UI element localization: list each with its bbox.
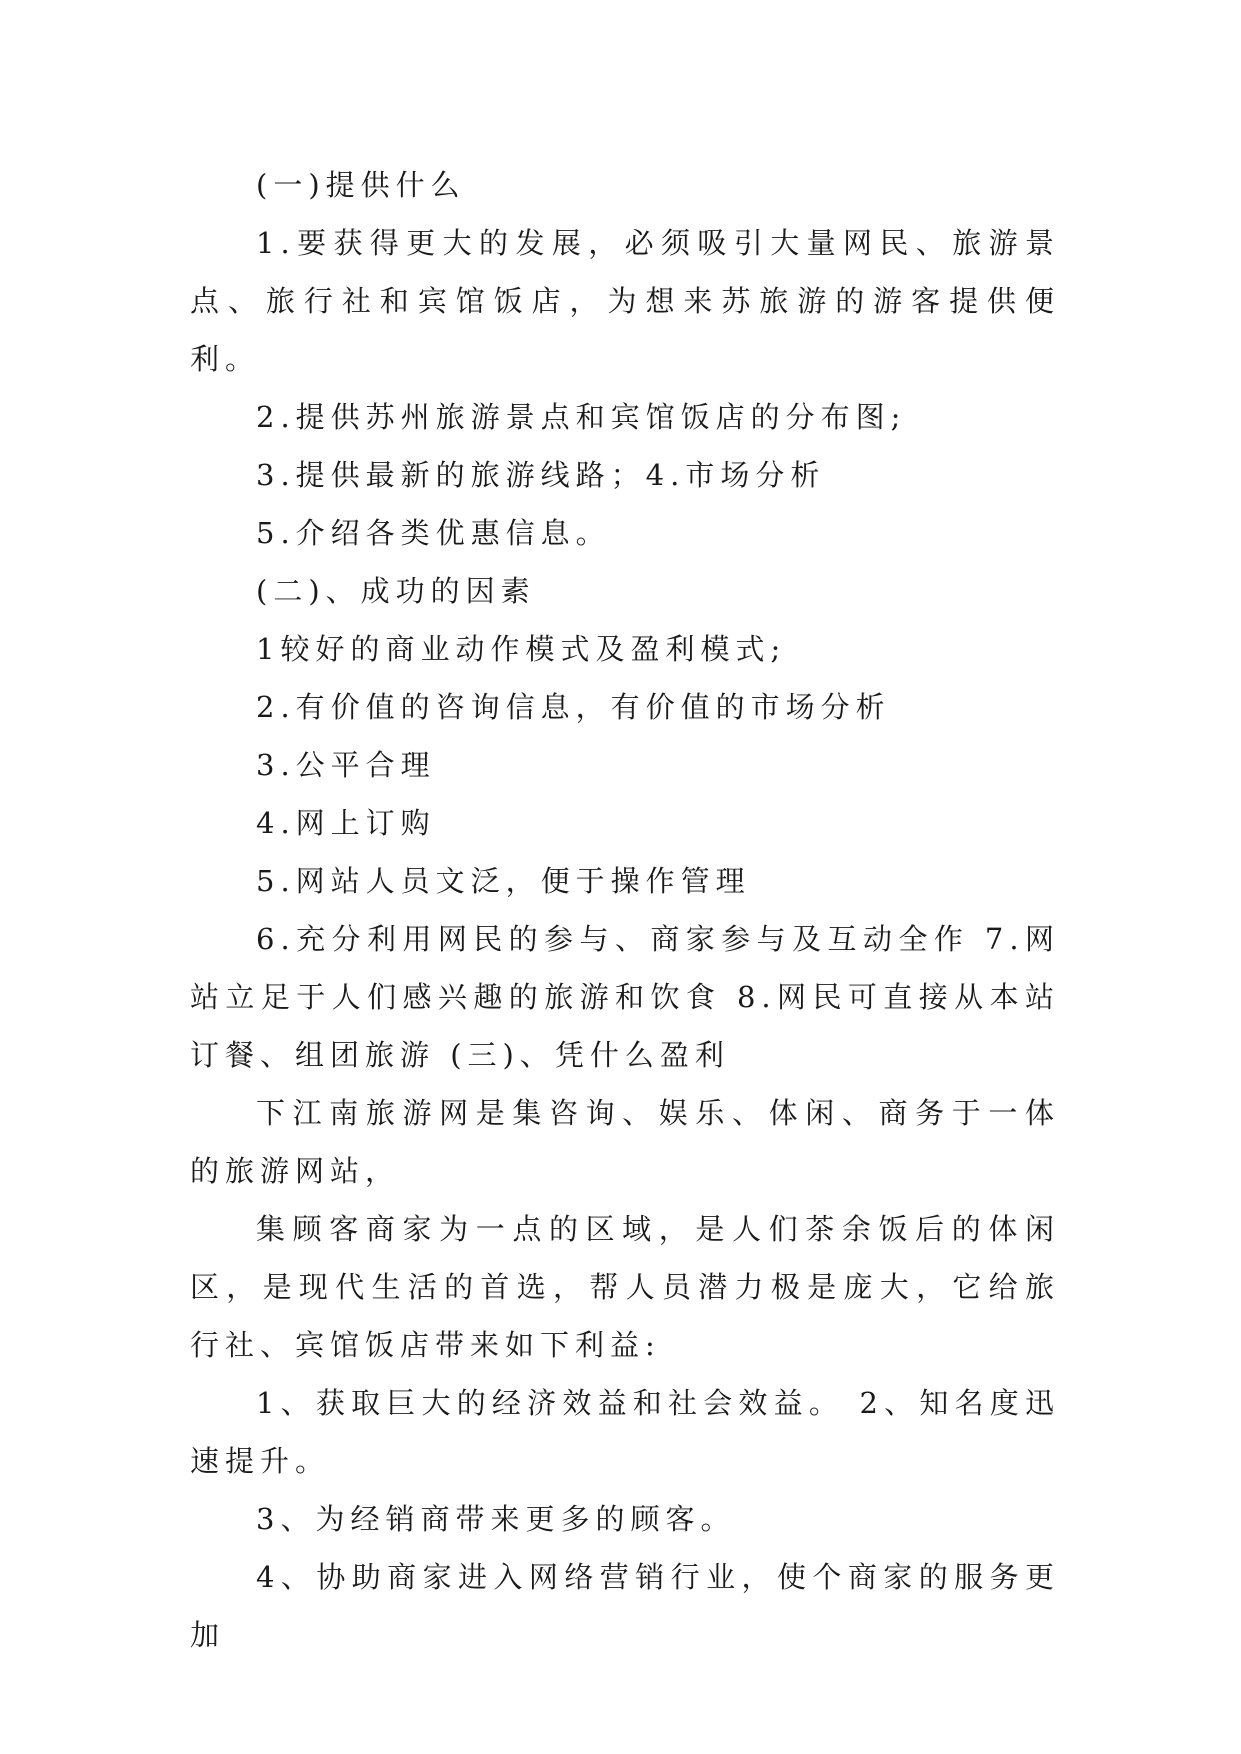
paragraph: 3.公平合理 bbox=[256, 748, 436, 782]
paragraph: 3、为经销商带来更多的顾客。 bbox=[256, 1502, 736, 1536]
paragraph: 3.提供最新的旅游线路；4.市场分析 bbox=[256, 458, 826, 492]
paragraph: 6.充分利用网民的参与、商家参与及互动全作 7.网站立足于人们感兴趣的旅游和饮食 8.网民可直接从本站订餐、组团旅游 (三)、凭什么盈利 bbox=[190, 922, 1060, 1072]
paragraph: 4.网上订购 bbox=[256, 806, 436, 840]
paragraph: 1、获取巨大的经济效益和社会效益。 2、知名度迅速提升。 bbox=[190, 1386, 1060, 1478]
section-heading-2: (二)、成功的因素 bbox=[256, 574, 536, 608]
paragraph: 5.网站人员文泛，便于操作管理 bbox=[256, 864, 751, 898]
paragraph: 4、协助商家进入网络营销行业，使个商家的服务更加 bbox=[190, 1560, 1060, 1652]
paragraph: 5.介绍各类优惠信息。 bbox=[256, 516, 611, 550]
paragraph: 2.提供苏州旅游景点和宾馆饭店的分布图; bbox=[256, 400, 907, 434]
paragraph: 下江南旅游网是集咨询、娱乐、体闲、商务于一体的旅游网站， bbox=[190, 1096, 1060, 1188]
paragraph: 2.有价值的咨询信息，有价值的市场分析 bbox=[256, 690, 891, 724]
paragraph: 1较好的商业动作模式及盈利模式; bbox=[256, 632, 787, 666]
document-body bbox=[190, 156, 1060, 1664]
paragraph: 集顾客商家为一点的区域，是人们茶余饭后的体闲区，是现代生活的首选，帮人员潜力极是庞大，它给旅行社、宾馆饭店带来如下利益: bbox=[190, 1212, 1060, 1362]
paragraph: 1.要获得更大的发展，必须吸引大量网民、旅游景点、旅行社和宾馆饭店，为想来苏旅游的游客提供便利。 bbox=[190, 226, 1060, 376]
section-heading-1: (一)提供什么 bbox=[256, 168, 466, 202]
